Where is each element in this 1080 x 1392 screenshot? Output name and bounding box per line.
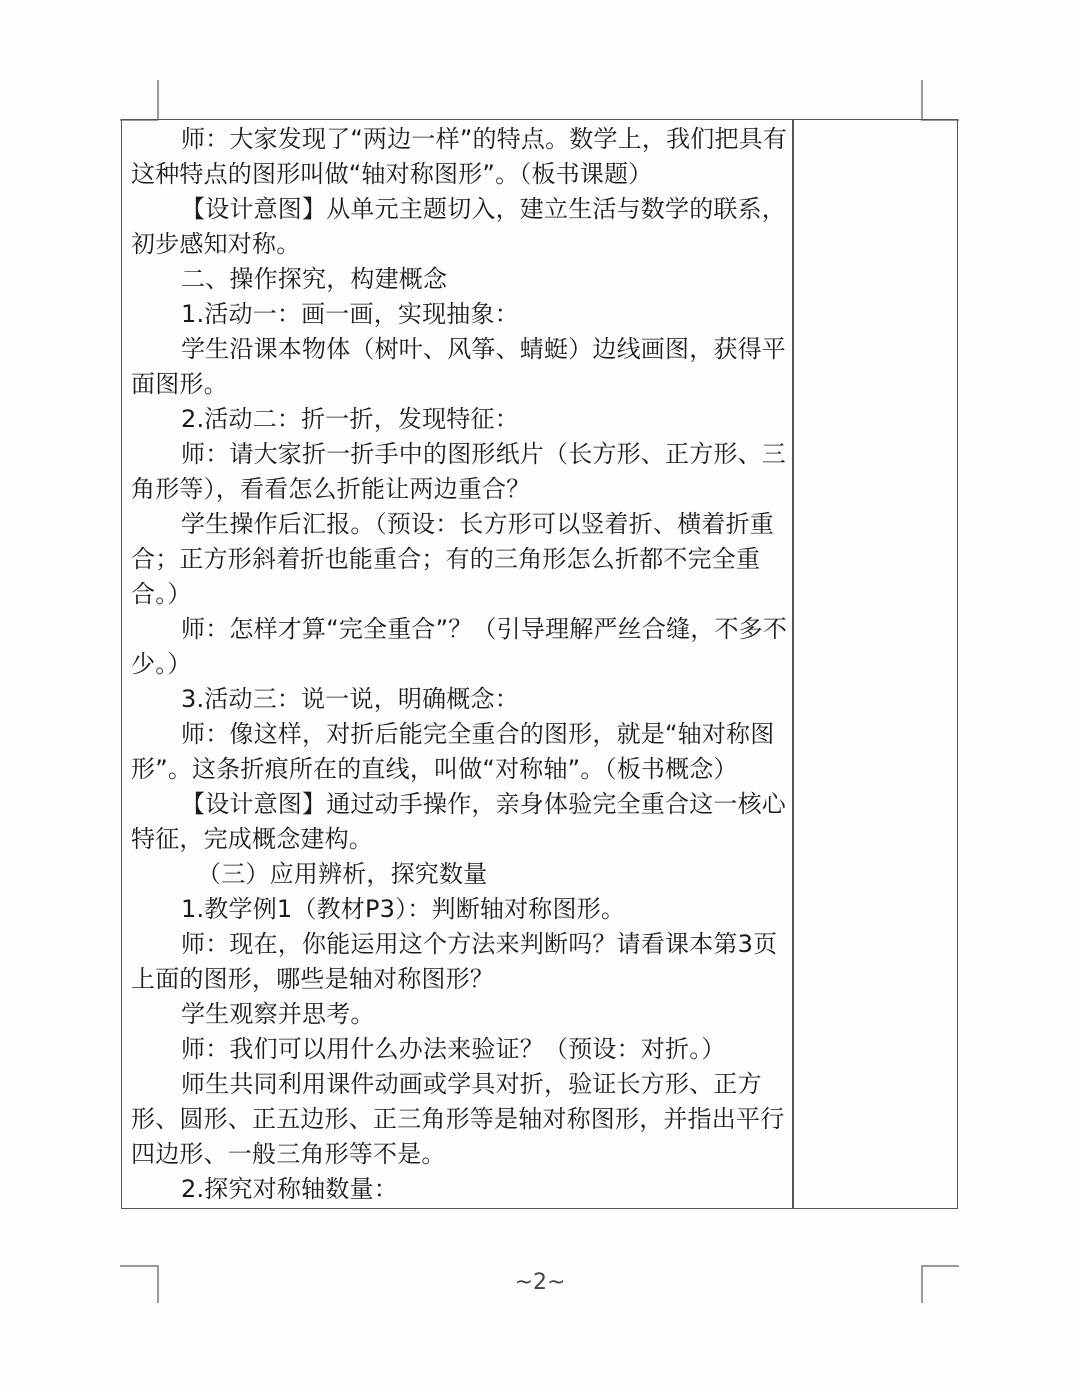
text-line: 初步感知对称。 bbox=[131, 230, 301, 258]
text-line: 形、圆形、正五边形、正三角形等是轴对称图形，并指出平行 bbox=[131, 1105, 785, 1133]
text-line: 合。） bbox=[131, 580, 192, 608]
text-line: 学生观察并思考。 bbox=[181, 1000, 375, 1028]
text-line: 【设计意图】从单元主题切入，建立生活与数学的联系， bbox=[181, 195, 786, 223]
text-line: 面图形。 bbox=[131, 370, 228, 398]
text-line: 师：现在，你能运用这个方法来判断吗？请看课本第3页 bbox=[181, 930, 778, 958]
crop-mark-top-left-v bbox=[157, 80, 159, 120]
text-line: 合；正方形斜着折也能重合；有的三角形怎么折都不完全重 bbox=[131, 545, 761, 573]
text-line: 师生共同利用课件动画或学具对折，验证长方形、正方 bbox=[181, 1070, 762, 1098]
text-line: 形”。这条折痕所在的直线，叫做“对称轴”。（板书概念） bbox=[131, 755, 738, 783]
text-line: 上面的图形，哪些是轴对称图形？ bbox=[131, 965, 494, 993]
text-line: 【设计意图】通过动手操作，亲身体验完全重合这一核心 bbox=[181, 790, 786, 818]
text-line: 少。） bbox=[131, 650, 192, 678]
activity-heading: 1.教学例1（教材P3）：判断轴对称图形。 bbox=[181, 895, 626, 923]
lesson-table bbox=[121, 119, 958, 1209]
activity-heading: 1.活动一：画一画，实现抽象： bbox=[181, 300, 519, 328]
text-line: 学生沿课本物体（树叶、风筝、蜻蜓）边线画图，获得平 bbox=[181, 335, 786, 363]
crop-mark-bottom-left-h bbox=[120, 1265, 158, 1267]
text-line: 这种特点的图形叫做“轴对称图形”。（板书课题） bbox=[131, 160, 653, 188]
text-line: 角形等），看看怎么折能让两边重合？ bbox=[131, 475, 531, 503]
text-line: 四边形、一般三角形等不是。 bbox=[131, 1140, 446, 1168]
lesson-content-cell bbox=[131, 122, 788, 1207]
column-divider bbox=[792, 120, 794, 1208]
text-line: 师：怎样才算“完全重合”？（引导理解严丝合缝，不多不 bbox=[181, 615, 788, 643]
section-heading: 二、操作探究，构建概念 bbox=[181, 265, 448, 293]
text-line: 师：大家发现了“两边一样”的特点。数学上，我们把具有 bbox=[181, 125, 788, 153]
text-line: 学生操作后汇报。（预设：长方形可以竖着折、横着折重 bbox=[181, 510, 774, 538]
crop-mark-top-right-v bbox=[921, 80, 923, 120]
activity-heading: 2.探究对称轴数量： bbox=[181, 1175, 398, 1203]
activity-heading: 2.活动二：折一折，发现特征： bbox=[181, 405, 519, 433]
text-line: 师：请大家折一折手中的图形纸片（长方形、正方形、三 bbox=[181, 440, 786, 468]
page-number: ~2~ bbox=[514, 1270, 566, 1295]
text-line: 特征，完成概念建构。 bbox=[131, 825, 373, 853]
text-line: 师：我们可以用什么办法来验证？（预设：对折。） bbox=[181, 1035, 726, 1063]
section-heading: （三）应用辨析，探究数量 bbox=[197, 860, 488, 888]
text-line: 师：像这样，对折后能完全重合的图形，就是“轴对称图 bbox=[181, 720, 775, 748]
activity-heading: 3.活动三：说一说，明确概念： bbox=[181, 685, 519, 713]
crop-mark-bottom-right-h bbox=[921, 1265, 959, 1267]
